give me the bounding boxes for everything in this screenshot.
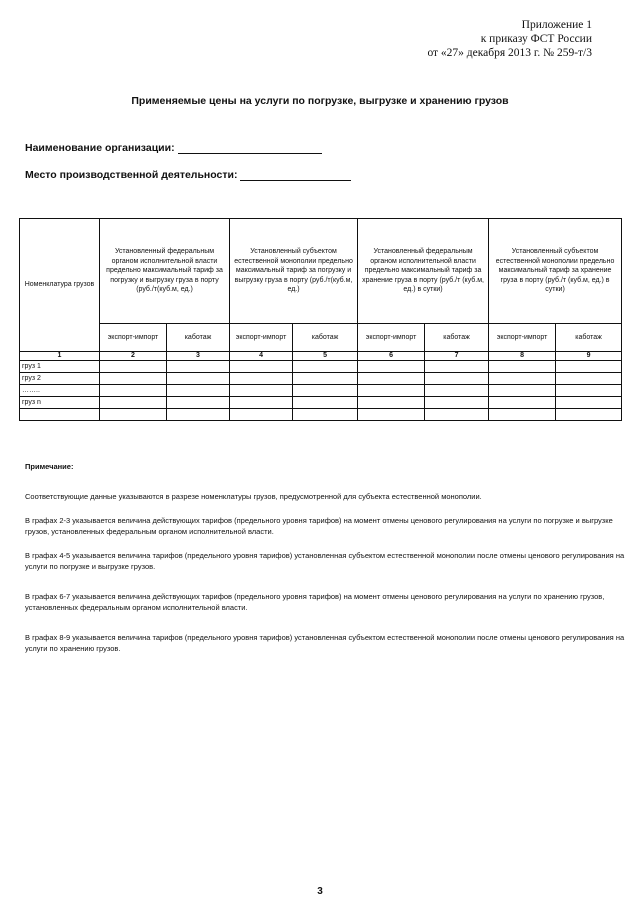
note-paragraph: В графах 6-7 указывается величина действующих тарифов (предельного уровня тарифов) на момент отмены ценового регулирования на услуги по хранению грузов, установленных федеральным органом исполнительной власти.: [25, 592, 605, 612]
column-number: 5: [293, 352, 358, 361]
tariff-value-cell[interactable]: [425, 385, 489, 397]
table-row: [20, 397, 622, 409]
tariff-value-cell[interactable]: [230, 373, 293, 385]
subheader-cell: экспорт-импорт: [489, 324, 556, 352]
tariff-value-cell[interactable]: [167, 409, 230, 421]
cargo-name-cell: ……..: [20, 385, 100, 397]
tariff-value-cell[interactable]: [230, 361, 293, 373]
table-body: [20, 361, 622, 421]
tariff-value-cell[interactable]: [230, 409, 293, 421]
table-header-row: [20, 219, 622, 324]
tariff-value-cell[interactable]: [167, 361, 230, 373]
tariff-value-cell[interactable]: [293, 373, 358, 385]
notes-heading: Примечание:: [25, 462, 74, 471]
tariff-value-cell[interactable]: [425, 373, 489, 385]
tariff-value-cell[interactable]: [100, 397, 167, 409]
tariff-value-cell[interactable]: [358, 373, 425, 385]
column-number: 8: [489, 352, 556, 361]
notes-section: [25, 461, 625, 654]
tariff-value-cell[interactable]: [358, 361, 425, 373]
tariff-value-cell[interactable]: [556, 385, 622, 397]
table-row: [20, 373, 622, 385]
subheader-cell: экспорт-импорт: [230, 324, 293, 352]
column-number: 3: [167, 352, 230, 361]
tariff-value-cell[interactable]: [293, 409, 358, 421]
table-row: [20, 409, 622, 421]
column-number: 7: [425, 352, 489, 361]
note-paragraph: В графах 4-5 указывается величина тарифов (предельного уровня тарифов) установленная субъектом естественной монополии после отмены ценового регулирования на услуги по погрузке и выгрузке грузов.: [25, 551, 625, 571]
tariff-value-cell[interactable]: [489, 373, 556, 385]
tariff-value-cell[interactable]: [230, 397, 293, 409]
tariff-value-cell[interactable]: [556, 373, 622, 385]
group-header-1: Установленный федеральным органом исполнительной власти предельно максимальный тариф за погрузку и выгрузку груза в порту (руб./т(куб.м, ед.): [100, 219, 230, 324]
tariff-value-cell[interactable]: [489, 397, 556, 409]
document-title: Применяемые цены на услуги по погрузке, выгрузке и хранению грузов: [131, 95, 509, 107]
tariff-value-cell[interactable]: [293, 397, 358, 409]
tariff-value-cell[interactable]: [293, 385, 358, 397]
cargo-name-cell: [20, 409, 100, 421]
note-paragraph: Соответствующие данные указываются в разрезе номенклатуры грузов, предусмотренной для субъекта естественной монополии.: [25, 492, 482, 501]
tariff-value-cell[interactable]: [100, 373, 167, 385]
subheader-cell: каботаж: [425, 324, 489, 352]
table-row: [20, 385, 622, 397]
organization-field: [25, 142, 322, 154]
page-number: 3: [317, 886, 323, 897]
tariff-value-cell[interactable]: [425, 361, 489, 373]
appendix-line-1: Приложение 1: [521, 19, 592, 31]
activity-place-blank[interactable]: [240, 169, 351, 181]
tariff-value-cell[interactable]: [230, 385, 293, 397]
cargo-name-cell: груз 1: [20, 361, 100, 373]
subheader-cell: каботаж: [293, 324, 358, 352]
tariff-value-cell[interactable]: [358, 385, 425, 397]
note-paragraph: В графах 8-9 указывается величина тарифов (предельного уровня тарифов) установленная субъектом естественной монополии после отмены ценового регулирования на услуги по хранению грузов.: [25, 633, 625, 653]
tariff-value-cell[interactable]: [425, 409, 489, 421]
table-subheader-row: [20, 324, 622, 352]
column-number-row: [20, 352, 622, 361]
tariff-value-cell[interactable]: [425, 397, 489, 409]
activity-place-field: [25, 169, 351, 181]
appendix-line-2: к приказу ФСТ России: [480, 33, 592, 45]
column-number: 1: [20, 352, 100, 361]
group-header-4: Установленный субъектом естественной монополии предельно максимальный тариф за хранение груза в порту (руб./т (куб.м, ед.) в сутки): [489, 219, 622, 324]
cargo-name-cell: груз 2: [20, 373, 100, 385]
appendix-reference: [382, 18, 592, 60]
subheader-cell: каботаж: [556, 324, 622, 352]
tariff-value-cell[interactable]: [489, 385, 556, 397]
organization-blank[interactable]: [178, 142, 322, 154]
group-header-2: Установленный субъектом естественной монополии предельно максимальный тариф за погрузку и выгрузку груза в порту (руб./т(куб.м, ед.): [230, 219, 358, 324]
group-header-3: Установленный федеральным органом исполнительной власти предельно максимальный тариф за хранение груза в порту (руб./т (куб.м, ед.) в сутки): [358, 219, 489, 324]
tariff-value-cell[interactable]: [556, 397, 622, 409]
tariff-value-cell[interactable]: [100, 409, 167, 421]
tariff-table: [19, 218, 622, 421]
column-number: 6: [358, 352, 425, 361]
tariff-value-cell[interactable]: [556, 409, 622, 421]
subheader-cell: каботаж: [167, 324, 230, 352]
tariff-value-cell[interactable]: [167, 373, 230, 385]
cargo-name-cell: груз n: [20, 397, 100, 409]
tariff-value-cell[interactable]: [489, 409, 556, 421]
tariff-value-cell[interactable]: [358, 397, 425, 409]
tariff-value-cell[interactable]: [489, 361, 556, 373]
note-paragraph: В графах 2-3 указывается величина действующих тарифов (предельного уровня тарифов) на момент отмены ценового регулирования на услуги по погрузке и выгрузке грузов, установленных федеральным органом исполнительной власти.: [25, 516, 613, 536]
subheader-cell: экспорт-импорт: [100, 324, 167, 352]
tariff-value-cell[interactable]: [358, 409, 425, 421]
column-number: 9: [556, 352, 622, 361]
table-row: [20, 361, 622, 373]
subheader-cell: экспорт-импорт: [358, 324, 425, 352]
tariff-value-cell[interactable]: [167, 385, 230, 397]
tariff-value-cell[interactable]: [100, 361, 167, 373]
nomenclature-header: Номенклатура грузов: [20, 219, 100, 352]
column-number: 4: [230, 352, 293, 361]
activity-place-label: Место производственной деятельности:: [25, 169, 238, 181]
organization-label: Наименование организации:: [25, 142, 175, 154]
appendix-line-3: от «27» декабря 2013 г. № 259-т/3: [427, 47, 592, 59]
tariff-value-cell[interactable]: [556, 361, 622, 373]
tariff-value-cell[interactable]: [167, 397, 230, 409]
column-number: 2: [100, 352, 167, 361]
tariff-value-cell[interactable]: [293, 361, 358, 373]
tariff-value-cell[interactable]: [100, 385, 167, 397]
